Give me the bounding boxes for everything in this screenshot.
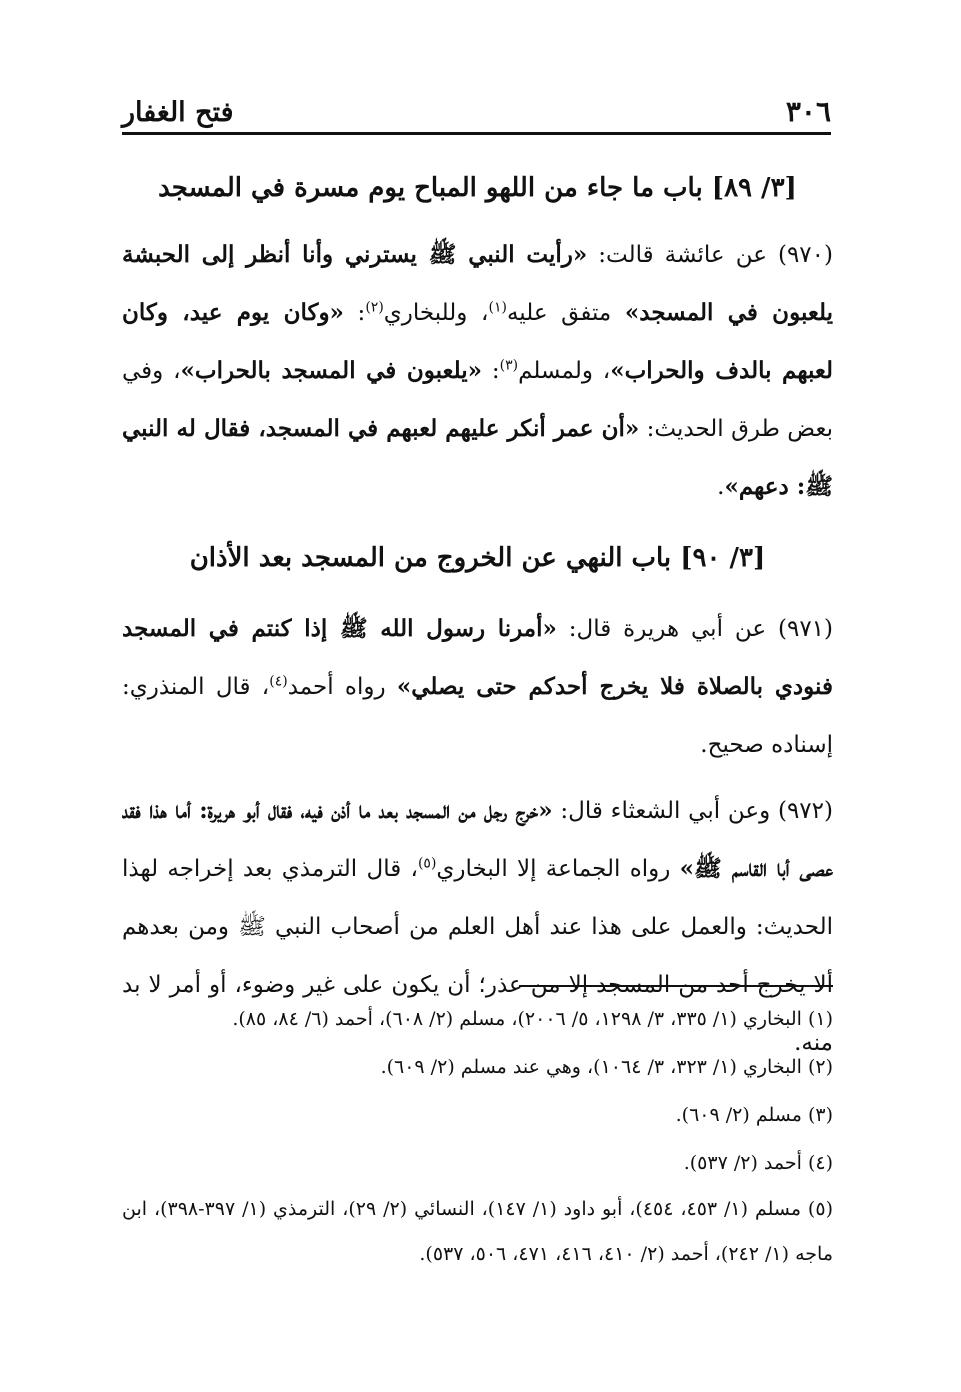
narration-text: (٩٧٢) وعن أبي الشعثاء قال: <box>552 798 833 824</box>
hadith-quote: «أن عمر أنكر عليهم لعبهم في المسجد، فقال له النبي ﷺ: دعهم» <box>122 415 833 500</box>
footnote: (٤) أحمد (٢/ ٥٣٧). <box>683 1152 833 1174</box>
footnote-divider <box>519 985 833 987</box>
main-text <box>122 158 833 1072</box>
hadith-paragraph <box>122 600 833 774</box>
narration-text: (٩٧١) عن أبي هريرة قال: <box>556 616 834 642</box>
footnote: (٥) مسلم (١/ ٤٥٣، ٤٥٤)، أبو داود (١/ ١٤٧)، النسائي (٢/ ٢٩)، الترمذي (١/ ٣٩٧-٣٩٨)، ابن ماجه (١/ ٢٤٢)، أحمد (٢/ ٤١٠، ٤١٦، ٤٧١، ٥٠٦، ٥٣٧). <box>122 1198 833 1265</box>
hadith-quote: «يلعبون في المسجد بالحراب» <box>180 357 483 384</box>
narration-text: رواه الجماعة إلا البخاري <box>436 856 680 882</box>
footnote: (٢) البخاري (١/ ٣٢٣، ٣/ ١٠٦٤)، وهي عند مسلم (٢/ ٦٠٩). <box>380 1056 833 1078</box>
footnote-marker: (٣) <box>499 357 519 374</box>
page-number: ٣٠٦ <box>785 95 831 128</box>
narration-text: رواه أحمد <box>287 674 397 700</box>
narration-text: (٩٧٠) عن عائشة قالت: <box>587 242 833 268</box>
hadith-quote: «رأيت النبي ﷺ يسترني وأنا أنظر إلى الحبشة يلعبون في المسجد» <box>122 241 834 326</box>
hadith-quote: «خرج رجل من المسجد بعد ما أذن فيه، فقال أبو هريرة: أما هذا فقد عصى أبا القاسم ﷺ» <box>122 797 834 882</box>
narration-text: ، وللبخاري <box>383 300 489 326</box>
running-header <box>122 88 831 135</box>
footnote: (١) البخاري (١/ ٣٣٥، ٣/ ١٢٩٨، ٥/ ٢٠٠٦)، مسلم (٢/ ٦٠٨)، أحمد (٦/ ٨٤، ٨٥). <box>232 1008 833 1030</box>
footnotes <box>122 995 833 1277</box>
hadith-quote: «أمرنا رسول الله ﷺ إذا كنتم في المسجد فنودي بالصلاة فلا يخرج أحدكم حتى يصلي» <box>122 615 833 700</box>
chapter-heading: [٣/ ٩٠] باب النهي عن الخروج من المسجد بعد الأذان <box>189 543 766 573</box>
narration-text: ، ولمسلم <box>518 358 611 384</box>
footnote-marker: (٥) <box>417 855 437 872</box>
narration-text: : <box>343 300 366 326</box>
hadith-paragraph <box>122 226 833 516</box>
narration-text: . <box>717 474 725 500</box>
hadith-quote: «وكان يوم عيد، وكان لعبهم بالدف والحراب» <box>122 299 834 384</box>
chapter-heading: [٣/ ٨٩] باب ما جاء من اللهو المباح يوم مسرة في المسجد <box>158 173 797 203</box>
footnote-marker: (٤) <box>269 673 288 690</box>
narration-text: : <box>482 358 500 384</box>
narration-text: ، قال المنذري: إسناده صحيح. <box>122 674 833 758</box>
footnote-marker: (٢) <box>365 299 384 316</box>
book-title: فتح الغفار <box>122 97 234 128</box>
narration-text: ، وفي بعض طرق الحديث: <box>122 358 833 442</box>
footnote: (٣) مسلم (٢/ ٦٠٩). <box>675 1104 833 1126</box>
narration-text: متفق عليه <box>506 300 625 326</box>
narration-text: ، قال الترمذي بعد إخراجه لهذا الحديث: والعمل على هذا عند أهل العلم من أصحاب النبي ﷺ ومن بعدهم ألا يخرج أحد من المسجد إلا من عذر؛ أن يكون على غير وضوء، أو أمر لا بد منه. <box>122 856 833 1056</box>
footnote-marker: (١) <box>488 299 507 316</box>
